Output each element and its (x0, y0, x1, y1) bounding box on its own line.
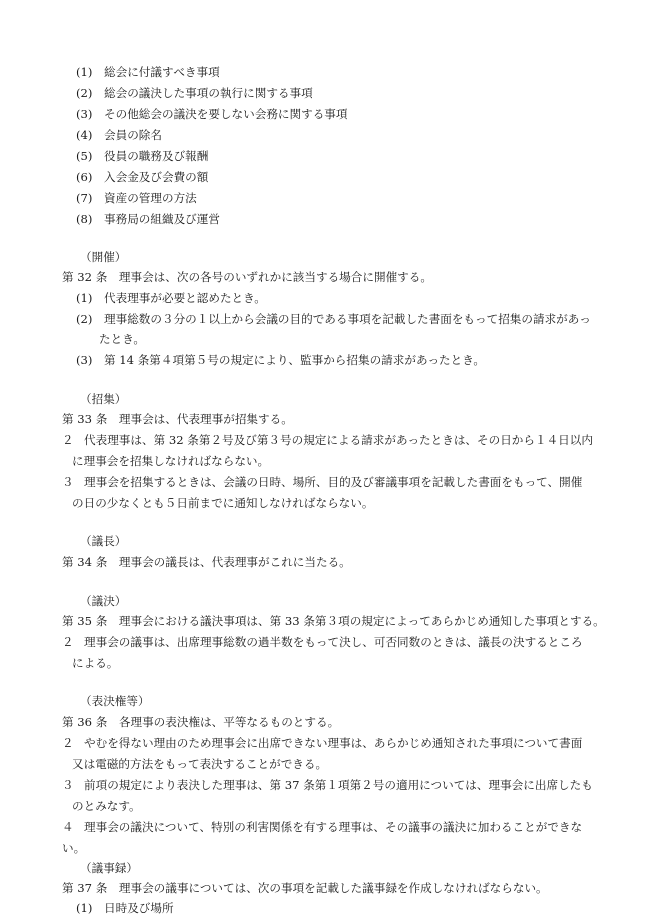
section-heading: （議事録） (80, 861, 138, 875)
list-item: (1) 総会に付議すべき事項 (76, 65, 220, 79)
paragraph-continuation: による。 (72, 656, 119, 670)
list-item: (1) 代表理事が必要と認めたとき。 (76, 291, 266, 305)
list-item: (5) 役員の職務及び報酬 (76, 149, 209, 163)
section-heading: （開催） (80, 250, 127, 264)
article-text: 第 36 条 各理事の表決権は、平等なるものとする。 (62, 715, 340, 729)
paragraph-continuation: のとみなす。 (72, 799, 141, 813)
article-text: 第 37 条 理事会の議事については、次の事項を記載した議事録を作成しなければならない。 (62, 881, 548, 895)
list-item: (4) 会員の除名 (76, 128, 162, 142)
section-heading: （招集） (80, 392, 127, 406)
article-text: 第 32 条 理事会は、次の各号のいずれかに該当する場合に開催する。 (62, 270, 432, 284)
paragraph-continuation: の日の少なくとも５日前までに通知しなければならない。 (72, 496, 374, 510)
list-item: (1) 日時及び場所 (76, 901, 174, 915)
list-item: (7) 資産の管理の方法 (76, 191, 197, 205)
section-heading: （議決） (80, 594, 127, 608)
list-item: (3) その他総会の議決を要しない会務に関する事項 (76, 107, 348, 121)
paragraph: ２ 理事会の議事は、出席理事総数の過半数をもって決し、可否同数のときは、議長の決するところ (62, 635, 583, 649)
paragraph: ２ やむを得ない理由のため理事会に出席できない理事は、あらかじめ通知された事項について書面 (62, 736, 583, 750)
paragraph: ４ 理事会の議決について、特別の利害関係を有する理事は、その議事の議決に加わることができな (62, 820, 583, 834)
list-item: (8) 事務局の組織及び運営 (76, 212, 220, 226)
article-text: 第 35 条 理事会における議決事項は、第 33 条第３項の規定によってあらかじめ通知した事項とする。 (62, 614, 605, 628)
paragraph: ３ 理事会を招集するときは、会議の日時、場所、目的及び審議事項を記載した書面をもって、開催 (62, 475, 583, 489)
paragraph-continuation: 又は電磁的方法をもって表決することができる。 (72, 757, 328, 771)
paragraph-continuation: い。 (62, 841, 86, 855)
paragraph-continuation: に理事会を招集しなければならない。 (72, 454, 270, 468)
list-item: (2) 理事総数の３分の１以上から会議の目的である事項を記載した書面をもって招集の請求があっ (76, 312, 591, 326)
paragraph: ２ 代表理事は、第 32 条第２号及び第３号の規定による請求があったときは、その日から１４日以内 (62, 433, 593, 447)
section-heading: （表決権等） (80, 694, 150, 708)
article-text: 第 33 条 理事会は、代表理事が招集する。 (62, 412, 293, 426)
section-heading: （議長） (80, 534, 127, 548)
list-item: (6) 入会金及び会費の額 (76, 170, 209, 184)
list-item: (3) 第 14 条第４項第５号の規定により、監事から招集の請求があったとき。 (76, 353, 485, 367)
paragraph: ３ 前項の規定により表決した理事は、第 37 条第１項第２号の適用については、理事会に出席したも (62, 778, 593, 792)
list-item-continuation: たとき。 (99, 332, 145, 346)
article-text: 第 34 条 理事会の議長は、代表理事がこれに当たる。 (62, 555, 351, 569)
list-item: (2) 総会の議決した事項の執行に関する事項 (76, 86, 313, 100)
